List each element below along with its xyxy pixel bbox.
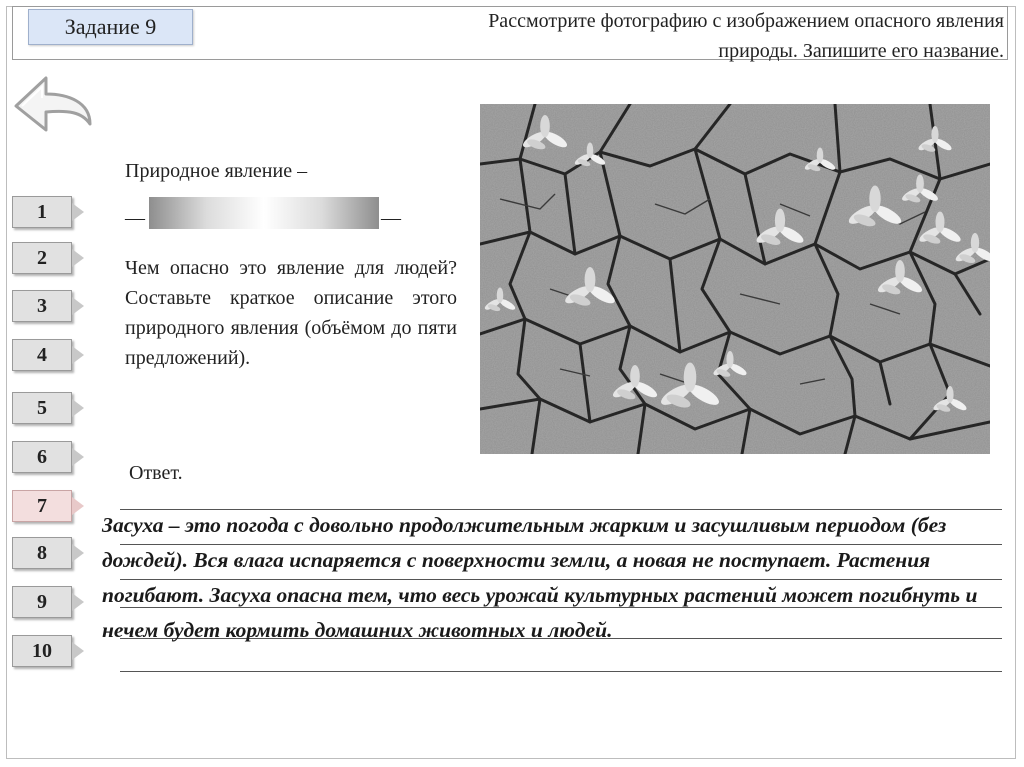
nav-task-8-button[interactable]: 8 bbox=[12, 537, 72, 569]
answer-line-6 bbox=[120, 671, 1002, 672]
nav-task-6-button[interactable]: 6 bbox=[12, 441, 72, 473]
phenomenon-label: Природное явление – bbox=[125, 160, 308, 182]
back-arrow-icon[interactable] bbox=[10, 72, 96, 138]
nav-task-2-button[interactable]: 2 bbox=[12, 242, 72, 274]
nav-task-9-button[interactable]: 9 bbox=[12, 586, 72, 618]
phenomenon-answer-blank bbox=[125, 197, 405, 229]
blank-dash-right: — bbox=[381, 207, 401, 229]
answer-label: Ответ. bbox=[129, 462, 183, 484]
nav-task-7-button[interactable]: 7 bbox=[12, 490, 72, 522]
nav-task-4-button[interactable]: 4 bbox=[12, 339, 72, 371]
hidden-answer-cover[interactable] bbox=[149, 197, 379, 229]
task-instruction: Рассмотрите фотографию с изображением опасного явления природы. Запишите его название. bbox=[488, 10, 1004, 62]
question-text: Чем опасно это явление для людей? Составьте краткое описание этого природного явления (объёмом до пяти предложений). bbox=[125, 257, 457, 369]
task-number-badge: Задание 9 bbox=[28, 9, 193, 45]
blank-dash-left: — bbox=[125, 207, 145, 229]
answer-text: Засуха – это погода с довольно продолжительным жарким и засушливым периодом (без дождей). Вся влага испаряется с поверхности земли, а новая не поступает. Растения погибают. Засуха опасна тем, что весь урожай культурных растений может погибнуть и нечем будет кормить домашних животных и людей. bbox=[102, 513, 978, 642]
cracked-earth-photo bbox=[480, 104, 990, 454]
nav-task-3-button[interactable]: 3 bbox=[12, 290, 72, 322]
nav-task-10-button[interactable]: 10 bbox=[12, 635, 72, 667]
nav-task-1-button[interactable]: 1 bbox=[12, 196, 72, 228]
nav-task-5-button[interactable]: 5 bbox=[12, 392, 72, 424]
